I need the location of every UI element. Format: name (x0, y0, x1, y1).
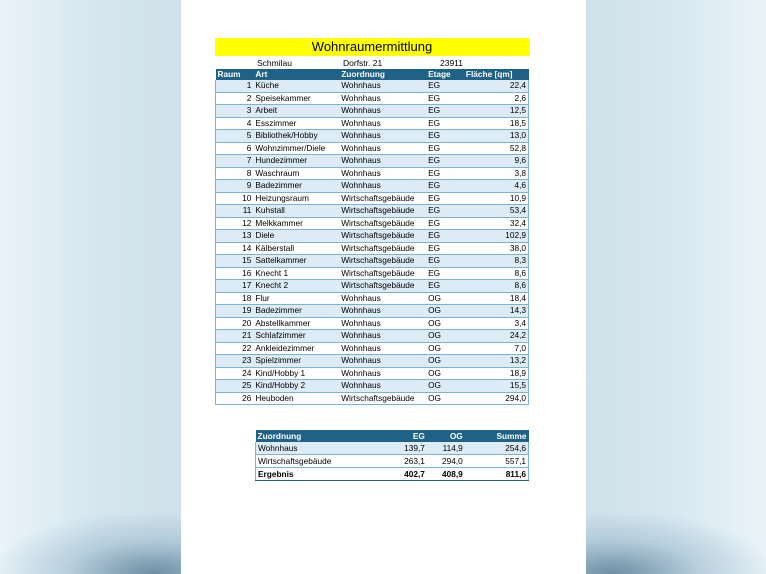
room-assignment: Wohnhaus (339, 105, 426, 118)
room-floor: OG (426, 367, 464, 380)
room-area: 8,3 (464, 255, 529, 268)
room-assignment: Wohnhaus (339, 367, 426, 380)
room-area: 8,6 (464, 280, 529, 293)
summary-row (256, 455, 529, 468)
table-row (216, 205, 529, 218)
col-header-etage: Etage (426, 69, 464, 80)
room-area: 18,9 (464, 367, 529, 380)
room-number: 7 (216, 155, 254, 168)
room-area: 9,6 (464, 155, 529, 168)
room-assignment: Wohnhaus (339, 130, 426, 143)
room-assignment: Wirtschaftsgebäude (339, 230, 426, 243)
room-floor: EG (426, 255, 464, 268)
room-area: 2,6 (464, 92, 529, 105)
sum-total: 557,1 (465, 455, 529, 468)
room-assignment: Wohnhaus (339, 92, 426, 105)
room-floor: EG (426, 267, 464, 280)
col-header-raum: Raum (216, 69, 254, 80)
room-assignment: Wohnhaus (339, 180, 426, 193)
room-type: Badezimmer (253, 180, 339, 193)
room-number: 11 (216, 205, 254, 218)
room-number: 15 (216, 255, 254, 268)
table-row (216, 242, 529, 255)
room-assignment: Wohnhaus (339, 380, 426, 393)
room-floor: OG (426, 292, 464, 305)
room-floor: EG (426, 80, 464, 92)
room-number: 24 (216, 367, 254, 380)
room-assignment: Wirtschaftsgebäude (339, 255, 426, 268)
room-floor: OG (426, 305, 464, 318)
room-area: 18,5 (464, 117, 529, 130)
address-street: Dorfstr. 21 (343, 58, 383, 68)
room-floor: EG (426, 142, 464, 155)
table-row (216, 292, 529, 305)
room-floor: EG (426, 130, 464, 143)
table-row (216, 380, 529, 393)
room-floor: EG (426, 92, 464, 105)
room-number: 18 (216, 292, 254, 305)
room-area: 52,8 (464, 142, 529, 155)
room-area: 53,4 (464, 205, 529, 218)
summary-table-header (256, 430, 529, 442)
summary-total-row (256, 468, 529, 481)
room-number: 13 (216, 230, 254, 243)
table-row (216, 142, 529, 155)
room-number: 10 (216, 192, 254, 205)
room-type: Wohnzimmer/Diele (253, 142, 339, 155)
room-floor: EG (426, 217, 464, 230)
room-assignment: Wohnhaus (339, 330, 426, 343)
room-number: 5 (216, 130, 254, 143)
table-row (216, 192, 529, 205)
room-number: 8 (216, 167, 254, 180)
room-number: 25 (216, 380, 254, 393)
room-floor: OG (426, 342, 464, 355)
sum-header-og: OG (427, 430, 465, 442)
room-assignment: Wohnhaus (339, 80, 426, 92)
room-type: Sattelkammer (253, 255, 339, 268)
room-type: Ankleidezimmer (253, 342, 339, 355)
room-assignment: Wohnhaus (339, 305, 426, 318)
col-header-art: Art (253, 69, 339, 80)
room-type: Kind/Hobby 1 (253, 367, 339, 380)
room-area: 38,0 (464, 242, 529, 255)
room-assignment: Wohnhaus (339, 167, 426, 180)
room-number: 16 (216, 267, 254, 280)
room-area: 13,2 (464, 355, 529, 368)
room-assignment: Wohnhaus (339, 117, 426, 130)
sum-og: 294,0 (427, 455, 465, 468)
table-row (216, 317, 529, 330)
table-row (216, 230, 529, 243)
document-page (181, 0, 586, 574)
table-row (216, 167, 529, 180)
room-number: 22 (216, 342, 254, 355)
room-assignment: Wohnhaus (339, 342, 426, 355)
room-number: 21 (216, 330, 254, 343)
room-number: 19 (216, 305, 254, 318)
summary-table (255, 430, 529, 481)
room-assignment: Wirtschaftsgebäude (339, 280, 426, 293)
room-type: Waschraum (253, 167, 339, 180)
right-backdrop-glow (586, 514, 766, 574)
right-backdrop (586, 0, 766, 574)
table-row (216, 80, 529, 92)
room-area: 13,0 (464, 130, 529, 143)
room-type: Flur (253, 292, 339, 305)
sum-og: 114,9 (427, 442, 465, 455)
table-row (216, 392, 529, 405)
room-area: 4,6 (464, 180, 529, 193)
room-type: Knecht 2 (253, 280, 339, 293)
room-area: 22,4 (464, 80, 529, 92)
room-type: Schlafzimmer (253, 330, 339, 343)
room-area: 3,4 (464, 317, 529, 330)
room-area: 15,5 (464, 380, 529, 393)
address-zip: 23911 (440, 58, 464, 68)
room-type: Kind/Hobby 2 (253, 380, 339, 393)
rooms-table-header (216, 69, 529, 80)
room-area: 102,9 (464, 230, 529, 243)
room-floor: EG (426, 242, 464, 255)
sum-total: 254,6 (465, 442, 529, 455)
room-floor: EG (426, 180, 464, 193)
room-area: 8,6 (464, 267, 529, 280)
room-type: Badezimmer (253, 305, 339, 318)
room-area: 3,8 (464, 167, 529, 180)
room-number: 26 (216, 392, 254, 405)
table-row (216, 267, 529, 280)
total-sum-og: 408,9 (427, 468, 465, 481)
room-assignment: Wohnhaus (339, 317, 426, 330)
table-row (216, 180, 529, 193)
room-floor: EG (426, 192, 464, 205)
room-assignment: Wirtschaftsgebäude (339, 267, 426, 280)
sum-header-eg: EG (369, 430, 427, 442)
room-area: 12,5 (464, 105, 529, 118)
table-row (216, 155, 529, 168)
room-number: 1 (216, 80, 254, 92)
room-type: Esszimmer (253, 117, 339, 130)
room-floor: EG (426, 280, 464, 293)
room-type: Kuhstall (253, 205, 339, 218)
room-type: Kälberstall (253, 242, 339, 255)
room-type: Arbeit (253, 105, 339, 118)
room-floor: EG (426, 155, 464, 168)
sum-assignment: Wohnhaus (256, 442, 370, 455)
table-row (216, 305, 529, 318)
room-number: 20 (216, 317, 254, 330)
room-type: Bibliothek/Hobby (253, 130, 339, 143)
room-number: 17 (216, 280, 254, 293)
room-assignment: Wirtschaftsgebäude (339, 192, 426, 205)
table-row (216, 255, 529, 268)
col-header-flaeche: Fläche [qm] (464, 69, 529, 80)
sum-eg: 139,7 (369, 442, 427, 455)
room-assignment: Wohnhaus (339, 155, 426, 168)
room-area: 32,4 (464, 217, 529, 230)
room-number: 3 (216, 105, 254, 118)
table-row (216, 92, 529, 105)
room-number: 6 (216, 142, 254, 155)
room-assignment: Wirtschaftsgebäude (339, 392, 426, 405)
room-area: 18,4 (464, 292, 529, 305)
table-row (216, 330, 529, 343)
room-type: Abstellkammer (253, 317, 339, 330)
room-area: 24,2 (464, 330, 529, 343)
room-number: 9 (216, 180, 254, 193)
room-type: Spielzimmer (253, 355, 339, 368)
document-title: Wohnraumermittlung (215, 38, 529, 56)
room-floor: EG (426, 105, 464, 118)
room-area: 10,9 (464, 192, 529, 205)
table-row (216, 117, 529, 130)
table-row (216, 367, 529, 380)
sum-eg: 263,1 (369, 455, 427, 468)
summary-row (256, 442, 529, 455)
table-row (216, 105, 529, 118)
room-type: Speisekammer (253, 92, 339, 105)
table-row (216, 130, 529, 143)
room-assignment: Wohnhaus (339, 355, 426, 368)
address-place: Schmilau (257, 58, 292, 68)
room-floor: EG (426, 167, 464, 180)
table-row (216, 342, 529, 355)
room-assignment: Wirtschaftsgebäude (339, 242, 426, 255)
room-number: 23 (216, 355, 254, 368)
room-type: Knecht 1 (253, 267, 339, 280)
room-floor: EG (426, 205, 464, 218)
room-floor: EG (426, 117, 464, 130)
room-number: 12 (216, 217, 254, 230)
room-area: 14,3 (464, 305, 529, 318)
room-number: 14 (216, 242, 254, 255)
left-backdrop-glow (0, 514, 181, 574)
room-type: Küche (253, 80, 339, 92)
room-floor: OG (426, 380, 464, 393)
room-assignment: Wohnhaus (339, 292, 426, 305)
table-row (216, 280, 529, 293)
room-type: Heizungsraum (253, 192, 339, 205)
sum-header-summe: Summe (465, 430, 529, 442)
room-type: Melkkammer (253, 217, 339, 230)
room-floor: OG (426, 317, 464, 330)
room-floor: EG (426, 230, 464, 243)
room-floor: OG (426, 355, 464, 368)
room-type: Diele (253, 230, 339, 243)
room-assignment: Wohnhaus (339, 142, 426, 155)
left-backdrop (0, 0, 181, 574)
table-row (216, 355, 529, 368)
col-header-zuordnung: Zuordnung (339, 69, 426, 80)
room-type: Hundezimmer (253, 155, 339, 168)
room-number: 2 (216, 92, 254, 105)
room-assignment: Wirtschaftsgebäude (339, 217, 426, 230)
room-type: Heuboden (253, 392, 339, 405)
room-floor: OG (426, 392, 464, 405)
room-area: 294,0 (464, 392, 529, 405)
table-row (216, 217, 529, 230)
room-number: 4 (216, 117, 254, 130)
total-sum-eg: 402,7 (369, 468, 427, 481)
room-floor: OG (426, 330, 464, 343)
rooms-table (215, 69, 529, 405)
room-area: 7,0 (464, 342, 529, 355)
sum-header-zuordnung: Zuordnung (256, 430, 370, 442)
total-sum-total: 811,6 (465, 468, 529, 481)
room-assignment: Wirtschaftsgebäude (339, 205, 426, 218)
total-sum-assignment: Ergebnis (256, 468, 370, 481)
sum-assignment: Wirtschaftsgebäude (256, 455, 370, 468)
